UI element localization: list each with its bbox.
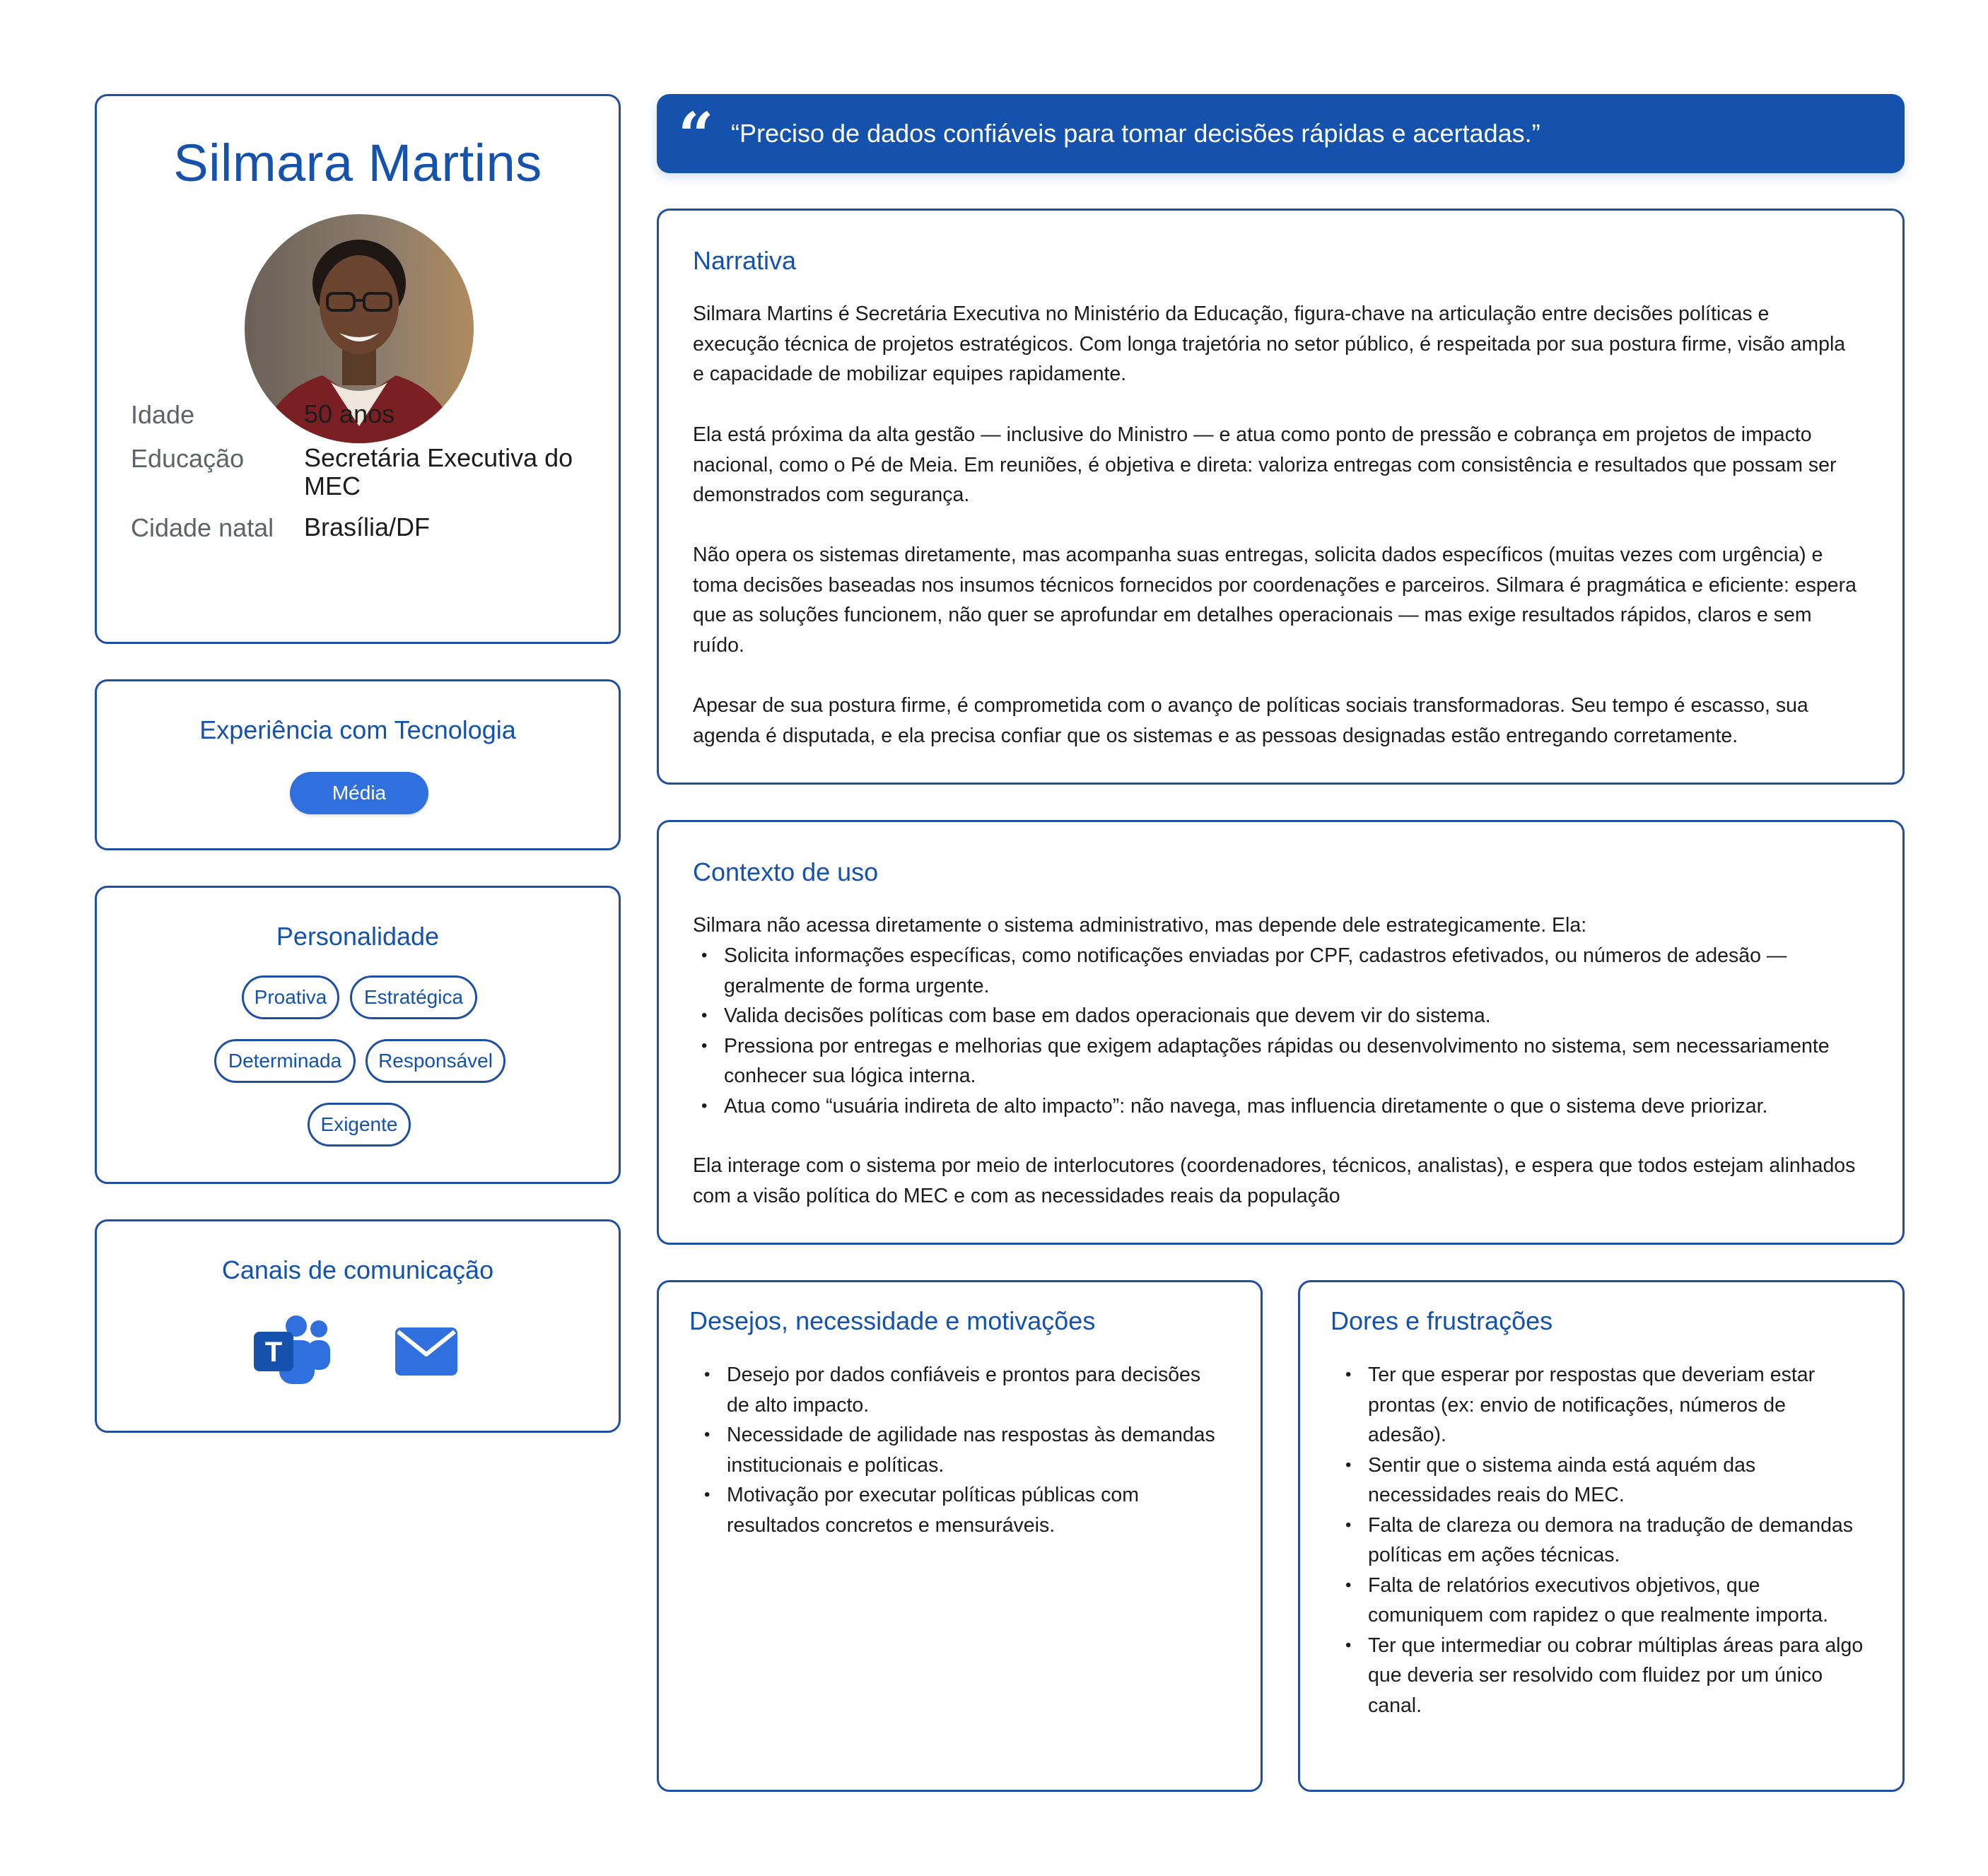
context-list bbox=[693, 941, 1860, 1121]
list-item: • Sentir que o sistema ainda está aquém das necessidades reais do MEC. bbox=[1337, 1450, 1864, 1511]
list-item: • Atua como “usuária indireta de alto impacto”: não navega, mas influencia diretamente o que o sistema deve priorizar. bbox=[693, 1091, 1860, 1122]
list-item: • Solicita informações específicas, como notificações enviadas por CPF, cadastros efetivados, ou números de adesão — geralmente de forma urgente. bbox=[693, 941, 1860, 1001]
trait-tag: Determinada bbox=[214, 1039, 356, 1083]
quote-banner bbox=[657, 94, 1905, 173]
email-icon bbox=[395, 1327, 457, 1376]
trait-tag: Responsável bbox=[366, 1039, 505, 1083]
narrative-title: Narrativa bbox=[693, 246, 797, 275]
city-label: Cidade natal bbox=[131, 513, 274, 542]
education-value: Secretária Executiva do MEC bbox=[304, 443, 573, 500]
narrative-paragraph: Apesar de sua postura firme, é comprometida com o avanço de políticas sociais transformadoras. Seu tempo é escasso, sua agenda é disputada, e ela precisa confiar que os sistemas e as pessoas designadas estão entregando corretamente. bbox=[693, 694, 1808, 747]
desires-card bbox=[657, 1280, 1263, 1792]
desires-list bbox=[696, 1360, 1222, 1540]
list-item: • Necessidade de agilidade nas respostas às demandas institucionais e políticas. bbox=[696, 1420, 1222, 1480]
profile-card bbox=[95, 94, 621, 644]
narrative-paragraph: Ela está próxima da alta gestão — inclusive do Ministro — e atua como ponto de pressão e cobrança em projetos de impacto nacional, como o Pé de Meia. Em reuniões, é objetiva e direta: valoriza entregas com consistência e resultados que possam ser demonstrados com segurança. bbox=[693, 423, 1837, 506]
list-item: • Ter que esperar por respostas que deveriam estar prontas (ex: envio de notificações, números de adesão). bbox=[1337, 1360, 1864, 1450]
list-item: • Falta de relatórios executivos objetivos, que comuniquem com rapidez o que realmente importa. bbox=[1337, 1571, 1864, 1631]
quote-text: “Preciso de dados confiáveis para tomar decisões rápidas e acertadas.” bbox=[731, 119, 1540, 148]
narrative-paragraph: Silmara Martins é Secretária Executiva no Ministério da Educação, figura-chave na articulação entre decisões políticas e execução técnica de projetos estratégicos. Com longa trajetória no setor público, é respeitada por sua postura firme, visão ampla e capacidade de mobilizar equipes rapidamente. bbox=[693, 303, 1846, 385]
list-item: • Pressiona por entregas e melhorias que exigem adaptações rápidas ou desenvolvimento no sistema, sem necessariamente conhecer sua lógica interna. bbox=[693, 1031, 1860, 1091]
desires-title: Desejos, necessidade e motivações bbox=[689, 1306, 1096, 1335]
pains-title: Dores e frustrações bbox=[1331, 1306, 1553, 1335]
tech-level-badge: Média bbox=[290, 772, 428, 814]
pains-list bbox=[1337, 1360, 1864, 1720]
pains-card bbox=[1298, 1280, 1905, 1792]
channels-title: Canais de comunicação bbox=[221, 1255, 494, 1284]
context-intro: Silmara não acessa diretamente o sistema administrativo, mas depende dele estrategicamente. Ela: bbox=[693, 914, 1587, 937]
list-item: • Ter que intermediar ou cobrar múltiplas áreas para algo que deveria ser resolvido com fluidez por um único canal. bbox=[1337, 1631, 1864, 1721]
persona-name: Silmara Martins bbox=[173, 134, 542, 192]
age-label: Idade bbox=[131, 400, 195, 429]
trait-tag: Exigente bbox=[308, 1103, 411, 1147]
list-item: • Falta de clareza ou demora na tradução de demandas políticas em ações técnicas. bbox=[1337, 1511, 1864, 1571]
list-item: • Valida decisões políticas com base em dados operacionais que devem vir do sistema. bbox=[693, 1001, 1860, 1031]
city-value: Brasília/DF bbox=[304, 512, 431, 541]
trait-tag: Estratégica bbox=[350, 975, 477, 1019]
personality-card bbox=[95, 886, 621, 1184]
microsoft-teams-icon bbox=[254, 1315, 332, 1385]
context-outro: Ela interage com o sistema por meio de interlocutores (coordenadores, técnicos, analistas), e espera que todos estejam alinhados com a visão política do MEC e com as necessidades reais da população bbox=[693, 1154, 1856, 1207]
trait-tag: Proativa bbox=[242, 975, 339, 1019]
age-value: 50 anos bbox=[304, 399, 395, 428]
communication-channels-card bbox=[95, 1219, 621, 1433]
tech-experience-card bbox=[95, 679, 621, 850]
narrative-card bbox=[657, 209, 1905, 785]
context-title: Contexto de uso bbox=[693, 857, 879, 886]
tech-experience-title: Experiência com Tecnologia bbox=[199, 715, 516, 744]
svg-text:T: T bbox=[264, 1337, 283, 1368]
list-item: • Desejo por dados confiáveis e prontos para decisões de alto impacto. bbox=[696, 1360, 1222, 1420]
personality-title: Personalidade bbox=[276, 922, 440, 951]
narrative-paragraph: Não opera os sistemas diretamente, mas acompanha suas entregas, solicita dados específicos (muitas vezes com urgência) e toma decisões baseadas nos insumos técnicos fornecidos por coordenações e parceiros. Silmara é pragmática e eficiente: espera que as soluções funcionem, não quer se aprofundar em detalhes operacionais — mas exige resultados rápidos, claros e sem ruído. bbox=[693, 544, 1857, 657]
education-label: Educação bbox=[131, 444, 245, 473]
quote-mark-icon: “ bbox=[678, 98, 714, 172]
usage-context-card bbox=[657, 820, 1905, 1245]
list-item: • Motivação por executar políticas públicas com resultados concretos e mensuráveis. bbox=[696, 1480, 1222, 1540]
